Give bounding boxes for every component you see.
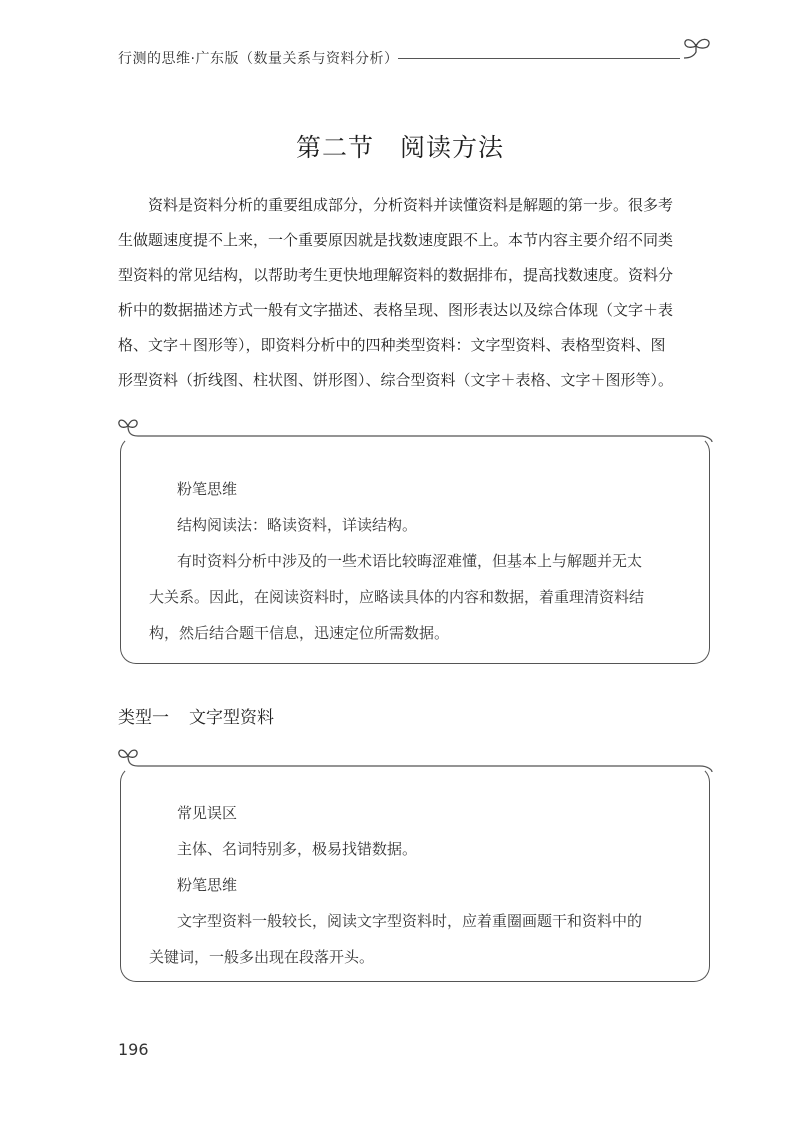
- intro-line: 型资料的常见结构，以帮助考生更快地理解资料的数据排布，提高找数速度。资料分: [118, 266, 674, 284]
- intro-line: 形型资料（折线图、柱状图、饼形图）、综合型资料（文字＋表格、文字＋图形等）。: [118, 371, 674, 389]
- mistakes-text: 主体、名词特别多，极易找错数据。: [177, 840, 418, 858]
- header-rule: [398, 58, 680, 59]
- type-title: 文字型资料: [189, 708, 274, 728]
- section-name: 阅读方法: [400, 133, 505, 162]
- tip-box-text-material: [120, 766, 710, 982]
- tip-box-content: [149, 471, 687, 651]
- intro-line: 生做题速度提不上来，一个重要原因就是找数速度跟不上。本节内容主要介绍不同类: [118, 231, 674, 249]
- mistakes-heading: 常见误区: [177, 804, 238, 822]
- intro-paragraph: [118, 188, 698, 398]
- thinking-heading: 粉笔思维: [177, 876, 238, 894]
- tip-paragraph-line: 构，然后结合题干信息，迅速定位所需数据。: [149, 624, 450, 642]
- tip-paragraph-line: 关键词，一般多出现在段落开头。: [149, 948, 375, 966]
- sprout-icon: [680, 34, 716, 62]
- section-title: [0, 128, 800, 164]
- intro-line: 格、文字＋图形等），即资料分析中的四种类型资料：文字型资料、表格型资料、图: [118, 336, 666, 354]
- type-heading: [118, 703, 274, 728]
- tip-paragraph-line: 文字型资料一般较长，阅读文字型资料时，应着重圈画题干和资料中的: [177, 912, 643, 930]
- running-header: 行测的思维·广东版（数量关系与资料分析）: [118, 51, 399, 67]
- page-number: 196: [118, 1040, 149, 1059]
- intro-line: 资料是资料分析的重要组成部分，分析资料并读懂资料是解题的第一步。很多考: [148, 196, 674, 214]
- tip-heading: 粉笔思维: [177, 480, 238, 498]
- tip-method: 结构阅读法：略读资料，详读结构。: [177, 516, 418, 534]
- tip-paragraph-line: 大关系。因此，在阅读资料时，应略读具体的内容和数据，着重理清资料结: [149, 588, 645, 606]
- tip-box-content: [149, 795, 687, 975]
- section-number: 第二节: [295, 133, 374, 162]
- intro-line: 析中的数据描述方式一般有文字描述、表格呈现、图形表达以及综合体现（文字＋表: [118, 301, 674, 319]
- tip-paragraph-line: 有时资料分析中涉及的一些术语比较晦涩难懂，但基本上与解题并无太: [177, 552, 643, 570]
- type-label: 类型一: [118, 708, 169, 728]
- tip-box-structure-reading: [120, 436, 710, 664]
